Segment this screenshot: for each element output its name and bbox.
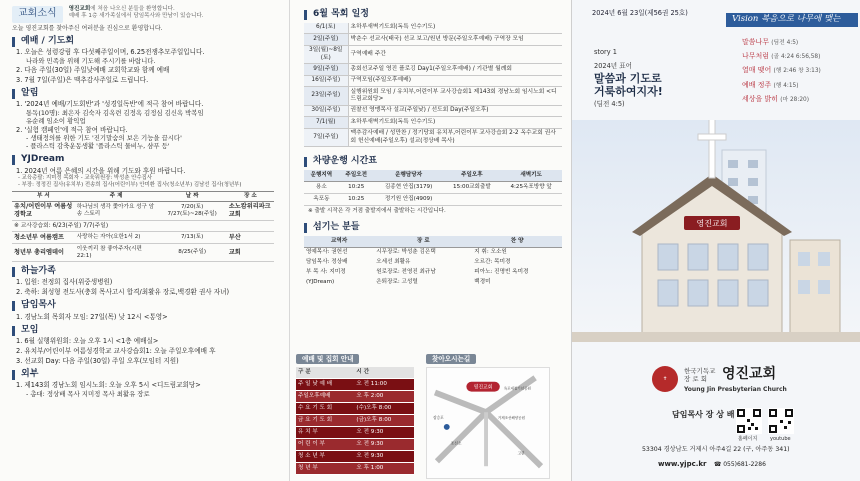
map-label: 조선소 xyxy=(450,441,462,446)
schedule-event: 실행위원회 모임 / 유치부,어린이부 교사강습회1 제143회 경남노회 임시노회 <디드림교회당> xyxy=(348,87,562,106)
map-label: 영진교회 xyxy=(473,384,493,391)
table-header: 주 제 xyxy=(75,191,158,201)
welcome-line: 오늘 영진교회를 찾아주신 여러분을 진심으로 환영합니다. xyxy=(12,24,163,32)
church-name-english: Young Jin Presbyterian Church xyxy=(684,386,787,393)
servers-title: 섬기는 분들 xyxy=(304,223,563,233)
yjdream-item: - 교육총괄: 지미정 목회자 - 교육위원장: 박성춘 안수집사 xyxy=(18,175,153,182)
schedule-event: 박춘수 선교사(태국) 선교 보고/원년 방문(주일오후예배) 구역장 모임 xyxy=(348,34,562,45)
table-header: 장 소 xyxy=(227,191,274,201)
list-item: 세상을 밝히 (마 28:20) xyxy=(742,94,809,103)
table-row: (YJDream) 은퇴장로: 고성렬 백경미 xyxy=(306,278,491,285)
table-row: 청년부 총리엠데이 이웃끼리 참 좋아주자(시편 22:1) 8/25(주일) 교회 xyxy=(12,244,274,262)
service-name: 유 치 부 xyxy=(296,427,354,439)
june-schedule-title: 6월 목회 일정 xyxy=(304,10,563,20)
table-row xyxy=(304,117,562,128)
alert-item: 통독(10명): 최은자 김숙자 김옥련 김정옥 김정심 김신옥 박복임 xyxy=(26,108,204,117)
table-header: 찬 양 xyxy=(472,236,562,247)
table-row xyxy=(304,45,562,64)
table-row xyxy=(304,34,562,45)
table-header: 주일오후 xyxy=(444,170,501,181)
table-row xyxy=(304,23,562,34)
notice-text: 영진교회에 처음 나오신 분들을 환영합니다. 예배 후 1층 새가족실에서 담임목사와 만남이 있습니다. xyxy=(68,6,204,19)
notice-title: 교회소식 xyxy=(12,6,63,23)
qr-code-youtube[interactable] xyxy=(768,408,794,434)
service-time: (수)오후 8:00 xyxy=(354,403,414,415)
vision-list xyxy=(742,38,821,109)
table-header: 장 로 xyxy=(374,236,472,247)
alert-item: 유순례 임소이 황익업 xyxy=(26,116,86,125)
section-alert: 알림 xyxy=(12,89,281,99)
service-time: 오 전 9:30 xyxy=(354,451,414,463)
vehicle-note: ※ 출발 시작은 각 거점 출발지에서 출발하는 시간입니다. xyxy=(308,208,446,215)
meeting-item: 1. 6월 실행위원회: 오늘 오후 1시 <1층 예배실> xyxy=(16,337,159,346)
worship-times-title: 예배 및 집회 안내 xyxy=(296,354,359,364)
table-header: 날 짜 xyxy=(158,191,227,201)
service-name: 주 일 낮 예 배 xyxy=(296,379,354,391)
yjdream-table xyxy=(12,191,274,262)
schedule-date: 2일(주일) xyxy=(304,34,348,45)
map-section xyxy=(426,354,554,481)
table-header: 구 분 xyxy=(296,367,354,378)
worship-times xyxy=(296,354,420,475)
section-meeting: 모임 xyxy=(12,326,281,336)
qr-label-homepage: 홈페이지 xyxy=(738,436,758,442)
table-row: 담임목사: 정상배 오세선 최활유 오르간: 목미경 xyxy=(306,259,511,266)
worship-times-table xyxy=(296,367,414,475)
table-row xyxy=(304,128,562,147)
service-time: 오 전 9:30 xyxy=(354,427,414,439)
map-title: 찾아오시는길 xyxy=(426,354,476,364)
schedule-date: 9일(주일) xyxy=(304,64,348,75)
worship-item: 나라와 민족을 위해 기도해 주시기를 바랍니다. xyxy=(26,56,156,65)
table-row xyxy=(296,451,414,463)
senior-pastor: 담임목사 장 상 배 xyxy=(672,410,735,419)
service-time: 오 후 1:00 xyxy=(354,463,414,475)
meeting-item: 3. 선교회 Day: 다음 주일(30일) 주일 오후(모임터 지원) xyxy=(16,356,179,365)
vehicle-title: 차량운행 시간표 xyxy=(304,157,563,167)
worship-item: 2. 다음 주일(30일) 주일낮예배 교회학교와 함께 예배 xyxy=(16,66,170,75)
family-item: 2. 축하: 최성형 전도사(충회 목사고시 합격/최활유 장로,백경환 권사 자녀) xyxy=(16,288,230,297)
directions-map xyxy=(426,367,550,479)
schedule-date: 23일(주일) xyxy=(304,87,348,106)
table-row xyxy=(304,64,562,75)
section-district: 담임목사 xyxy=(12,301,281,311)
table-row xyxy=(296,391,414,403)
contact-line xyxy=(658,460,766,469)
map-label: 옥포대첩기념공원 xyxy=(503,386,531,391)
section-yjdream: YJDream xyxy=(12,155,281,165)
service-time: 오 전 11:00 xyxy=(354,379,414,391)
service-time: (금)오후 8:00 xyxy=(354,415,414,427)
table-row: 유치/어린이부 여름성경학교 하나님의 생각 쫓아가요 성구 암송 스토리 7/20(토) 7/27(토)~28(주일) 소노캄위리파크 교회 xyxy=(12,201,274,221)
table-header: 운행지역 xyxy=(304,170,339,181)
table-row xyxy=(296,415,414,427)
table-row: 영예목사: 권헌선 시무장로: 박성춘 김은택 지 휘: 오소원 xyxy=(306,249,507,256)
alert-item: 1. '2024년 예배/기도회반'과 '성경일독반'에 적극 참여 바랍니다. xyxy=(16,100,204,109)
schedule-event: 초하루새벽기도회(독특 인수기도) xyxy=(348,23,562,34)
schedule-date: 7/1(월) xyxy=(304,117,348,128)
table-row xyxy=(304,75,562,86)
church-logo-icon: ✝ xyxy=(652,366,678,392)
qr-label-youtube: youtube xyxy=(770,436,791,442)
church-name: 영진교회 xyxy=(722,366,777,382)
table-row xyxy=(296,403,414,415)
map-label: 장승포 xyxy=(433,416,444,421)
table-row xyxy=(296,427,414,439)
church-sign: 영진교회 xyxy=(696,219,728,228)
schedule-date: 7일(주일) xyxy=(304,128,348,147)
section-external: 외부 xyxy=(12,370,281,380)
family-item: 1. 입원: 전정희 집사(위중생병원) xyxy=(16,278,113,287)
table-row: 용소 10:25 김종현 안집(3179) 15:00교회출발 4:25옥포방향 앞 xyxy=(304,182,562,194)
table-row xyxy=(296,439,414,451)
year-motto: 말씀과 기도로 거룩하여지자! xyxy=(594,72,663,99)
year-motto-ref: (딤전 4:5) xyxy=(594,100,625,108)
story-label: story 1 xyxy=(594,48,617,56)
schedule-date: 6/1(토) xyxy=(304,23,348,34)
worship-item: 3. 7월 7일(주일)은 맥추감사주일로 드립니다. xyxy=(16,75,149,84)
year-motto-label: 2024년 표어 xyxy=(594,62,632,70)
table-row xyxy=(296,463,414,475)
list-item: 나무처럼 (골 4:24 6:56,58) xyxy=(742,52,821,61)
list-item: 말씀나무 (딤전 4:5) xyxy=(742,38,799,46)
section-family: 하늘가족 xyxy=(12,267,281,277)
schedule-event: 구역모임(주일오후예배) xyxy=(348,75,562,86)
table-row: ※ 교사강습회: 6/23(주일) 7/7(주일) xyxy=(12,221,274,232)
church-building-image xyxy=(572,120,860,342)
left-panel xyxy=(0,0,290,481)
phone-number: ☎ 055)681-2286 xyxy=(713,461,766,468)
worship-item: 1. 오늘은 성령강림 후 다섯째주일이며, 6.25전쟁추모주일입니다. xyxy=(16,48,205,57)
list-item: 열매 맺어 (행 2:46 창 3:13) xyxy=(742,66,821,75)
table-row xyxy=(296,379,414,391)
table-row: 부 목 사: 지미정 원로장로: 전영진 최규남 피아노: 진명빈 옥미경 xyxy=(306,269,529,276)
map-label: 거제조선해양공원 xyxy=(497,416,525,421)
service-name: 청 소 년 부 xyxy=(296,451,354,463)
alert-item: 2. '실험 캠페인'에 적극 참여 바랍니다. xyxy=(16,126,128,135)
table-header: 교역자 xyxy=(304,236,374,247)
yjdream-item: 1. 2024년 여름 은혜의 시간을 위해 기도와 후원 바랍니다. xyxy=(16,166,186,175)
section-worship: 예배 / 기도회 xyxy=(12,37,281,47)
service-name: 청 년 부 xyxy=(296,463,354,475)
schedule-date: 30일(주일) xyxy=(304,105,348,116)
service-time: 오 전 9:30 xyxy=(354,439,414,451)
table-header: 운행담당자 xyxy=(374,170,444,181)
external-item: - 총대: 정상배 목사 지미정 목사 최활유 장로 xyxy=(26,389,150,398)
schedule-event: 초하루새벽기도회(독특 인수기도) xyxy=(348,117,562,128)
schedule-event: 권찰선 영맹목사 설교(주일낮) / 선도회 Day(주일오후) xyxy=(348,105,562,116)
meeting-item: 2. 유치부/어린이부 여름성경학교 교사강습회1: 오늘 주일오후예배 후 xyxy=(16,347,216,356)
service-name: 주일오후예배 xyxy=(296,391,354,403)
schedule-date: 3일(월)~8일(토) xyxy=(304,45,348,64)
service-name: 수 요 기 도 회 xyxy=(296,403,354,415)
schedule-event: 구역예배 주간 xyxy=(348,45,562,64)
church-address: 53304 경상남도 거제시 아주4길 22 (구, 아주동 341) xyxy=(642,446,790,453)
district-item: 1. 경남노회 목회자 모임: 27일(목) 낮 12시 <통영> xyxy=(16,312,168,321)
alert-item: - 생태정의를 위한 기도 '진기말숨의 보은 기능을 끕시다' xyxy=(26,134,182,143)
servers-table xyxy=(304,236,562,287)
service-name: 금 요 기 도 회 xyxy=(296,415,354,427)
list-item: 예배 정주 (행 4:15) xyxy=(742,80,799,89)
table-row xyxy=(304,105,562,116)
issue-date: 2024년 6월 23일(제56권 25호) xyxy=(592,9,688,17)
table-row: 청소년부 여름캠프 사랑하는 자아(요한1서 2) 7/13(토) 부산 xyxy=(12,232,274,244)
yjdream-item: - 부장: 정정진 집사(유치부) 전송희 집사(어린이부) 안미환 집사(청소년부) 김남선 집사(청년부) xyxy=(18,181,242,188)
table-header: 새벽기도 xyxy=(500,170,562,181)
table-header: 주일오전 xyxy=(339,170,374,181)
service-time: 오 후 2:00 xyxy=(354,391,414,403)
vehicle-table xyxy=(304,170,562,206)
table-header: 시 간 xyxy=(354,367,414,378)
vision-banner: Vision 복음으로 나무에 맺는 xyxy=(726,13,858,27)
schedule-event: 총회선교주일 영진 플로깅 Day1(주일오후예배) / 기관별 월례회 xyxy=(348,64,562,75)
table-row: 옥포동 10:25 정기원 안집(4909) xyxy=(304,194,562,206)
june-schedule-table xyxy=(304,23,562,148)
qr-code-homepage[interactable] xyxy=(736,408,762,434)
church-logo-block xyxy=(572,360,860,481)
denomination: 한국기독교 장 로 회 xyxy=(684,367,716,383)
notice-header xyxy=(12,6,281,23)
schedule-date: 16일(주일) xyxy=(304,75,348,86)
table-header: 부 서 xyxy=(12,191,75,201)
schedule-event: 맥추감사예배 / 성만찬 / 정기당회 유치부,어린이부 교사강습회 2-2 옥수교회 권사회 헌신예배(주일오후) 설교(정상배 목사) xyxy=(348,128,562,147)
external-item: 1. 제143회 경남노회 임시노회: 오늘 오후 5시 <디드림교회당> xyxy=(16,381,201,390)
middle-panel xyxy=(290,0,572,481)
cover-panel xyxy=(572,0,860,481)
map-label: 고현 xyxy=(517,451,525,456)
table-row xyxy=(304,87,562,106)
service-name: 어 린 이 부 xyxy=(296,439,354,451)
website-link[interactable]: www.yjpc.kr xyxy=(658,460,707,468)
alert-item: - 플라스틱 감축운동생활 '플라스틱 물비누, 샴푸 등' xyxy=(26,142,170,151)
